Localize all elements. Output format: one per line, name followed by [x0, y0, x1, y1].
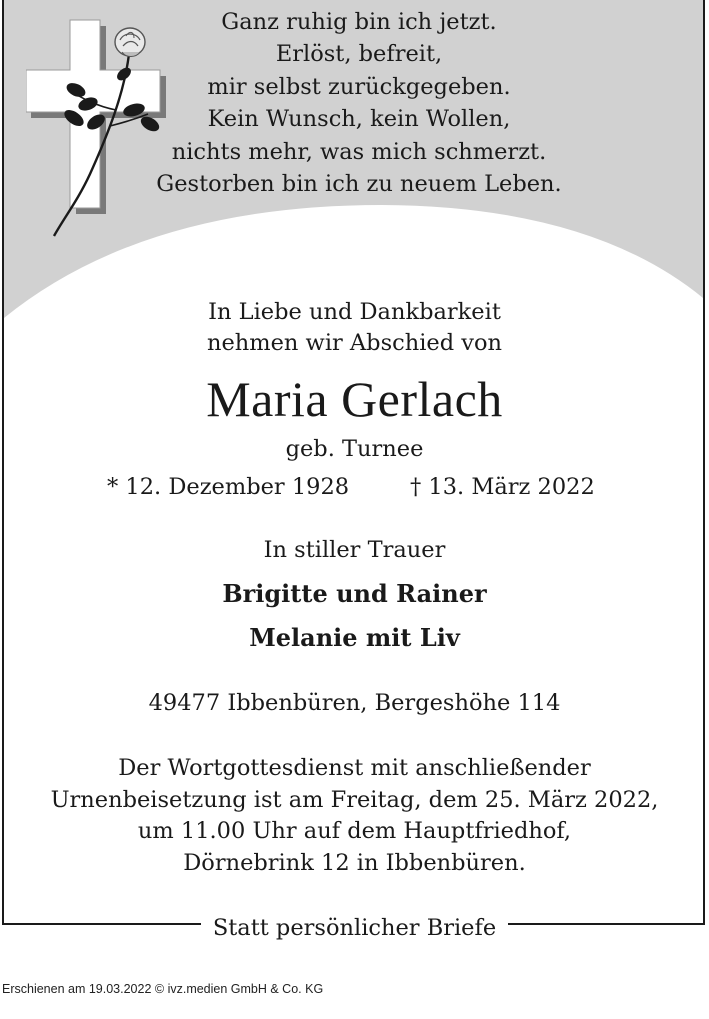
poem — [124, 6, 594, 200]
service-line: Dörnebrink 12 in Ibbenbüren. — [183, 849, 526, 876]
footer-note — [0, 912, 709, 944]
service-line: um 11.00 Uhr auf dem Hauptfriedhof, — [137, 818, 572, 844]
poem-line: nichts mehr, was mich schmerzt. — [171, 138, 547, 165]
intro-line: In Liebe und Dankbarkeit — [208, 299, 501, 325]
mourner-family: Melanie mit Liv — [249, 623, 460, 652]
mourner-family: Brigitte und Rainer — [222, 579, 487, 608]
service-line: Der Wortgottesdienst mit anschließender — [118, 755, 591, 781]
birth-date: * 12. Dezember 1928 — [107, 474, 350, 500]
maiden-name: geb. Turnee — [285, 436, 424, 462]
death-date: † 13. März 2022 — [410, 474, 595, 500]
service-info — [0, 753, 709, 879]
intro-text — [0, 297, 709, 359]
address: 49477 Ibbenbüren, Bergeshöhe 114 — [148, 690, 561, 716]
poem-line: mir selbst zurückgegeben. — [207, 73, 511, 100]
poem-line: Ganz ruhig bin ich jetzt. — [221, 9, 497, 35]
poem-line: Gestorben bin ich zu neuem Leben. — [156, 171, 562, 198]
deceased-name: Maria Gerlach — [206, 371, 503, 427]
footer-note-text: Statt persönlicher Briefe — [201, 912, 508, 944]
poem-line: Kein Wunsch, kein Wollen, — [207, 106, 511, 133]
mourning-heading: In stiller Trauer — [263, 537, 446, 563]
poem-line: Erlöst, befreit, — [275, 41, 443, 68]
life-dates — [0, 472, 709, 502]
service-line: Urnenbeisetzung ist am Freitag, dem 25. März 2022, — [50, 786, 659, 813]
publication-credit: Erschienen am 19.03.2022 © ivz.medien GmbH & Co. KG — [2, 982, 324, 996]
intro-line: nehmen wir Abschied von — [206, 330, 503, 356]
